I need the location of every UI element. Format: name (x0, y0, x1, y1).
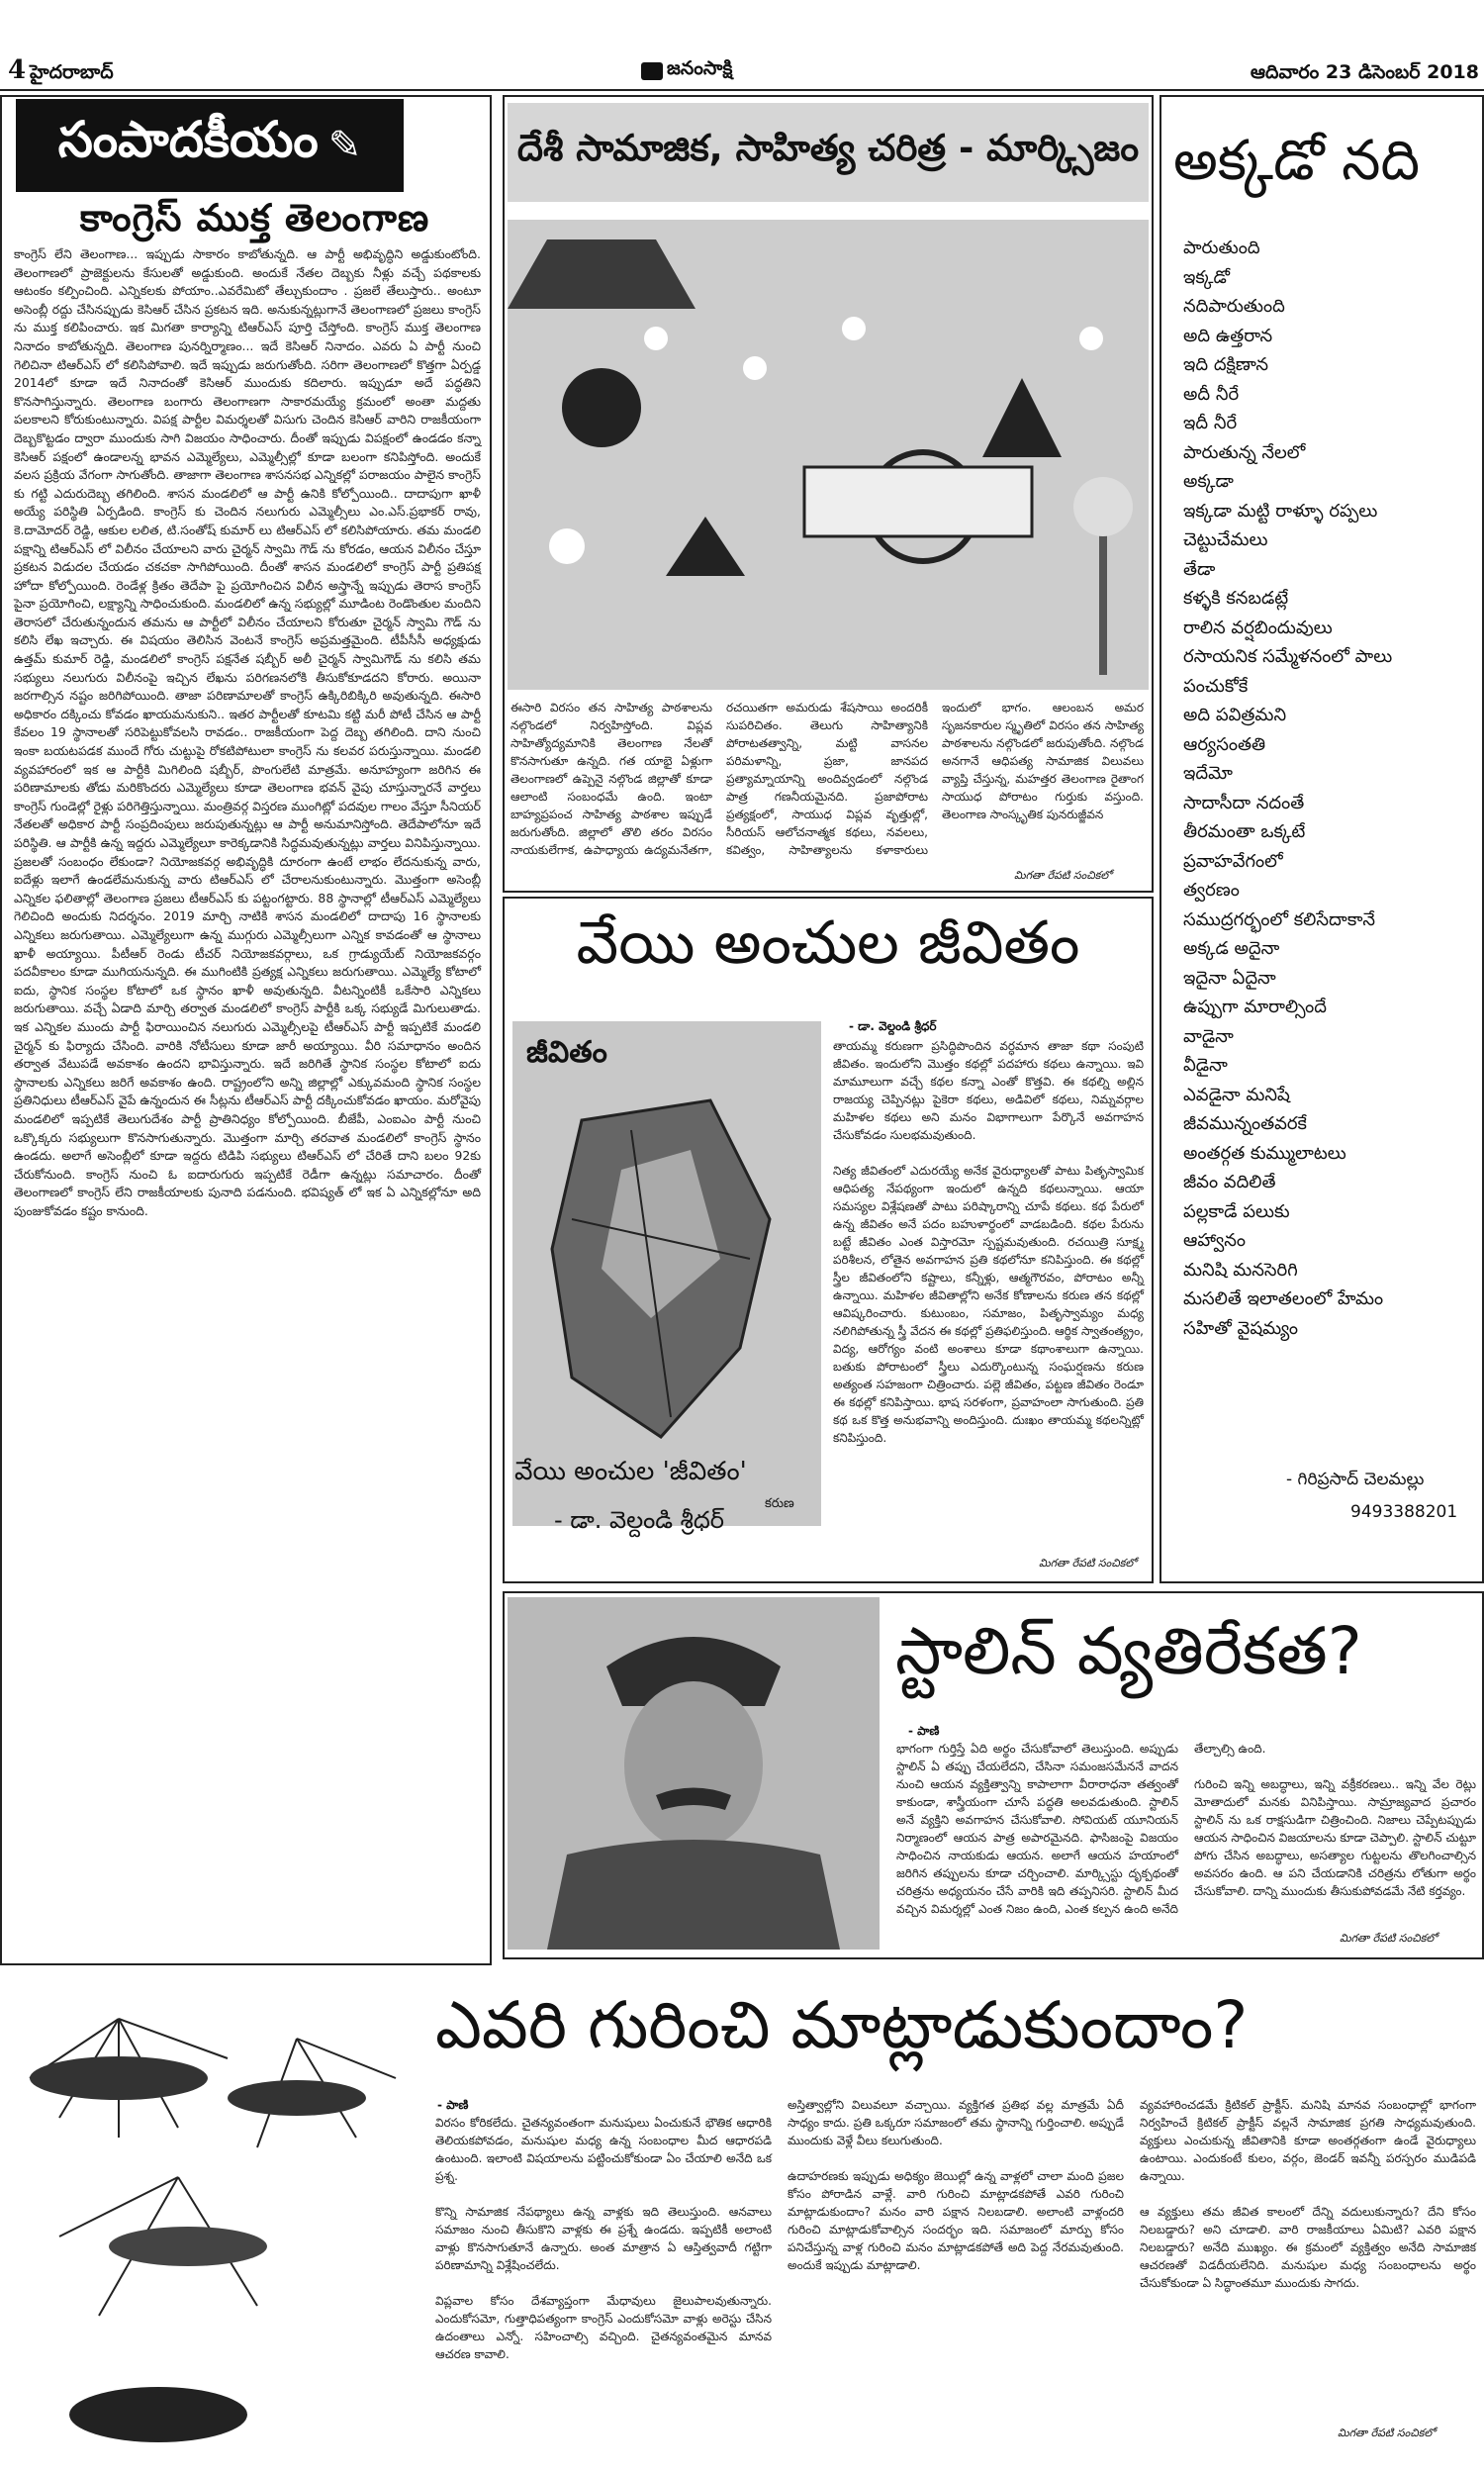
poem-line: జీవం వదిలితే (1183, 1172, 1276, 1192)
stalin-body: భాగంగా గుర్తిస్తే ఏది అర్థం చేసుకోవాలో తెలుస్తుంది. అప్పుడు స్టాలిన్ ఏ తప్పు చేయలేదని, చేసినా సమంజసమేననే వాదన నుంచి ఆయన వ్యక్తిత్వాన్ని కాపాలాగా వీరారాధనా తత్వంతో కాకుండా, శాస్త్రీయంగా చూసే పద్ధతి అలవడుతుంది. స్టాలిన్ అనే వ్యక్తిని అవగాహన చేసుకోవాలి. సోవియట్ యూనియన్ నిర్మాణంలో ఆయన పాత్ర అపారమైనది. ఫాసిజంపై విజయం సాధించిన నాయకుడు ఆయన. అలాగే ఆయన హయాంలో జరిగిన తప్పులను కూడా చర్చించాలి. మార్క్సిస్టు దృక్పథంతో చరిత్రను అధ్యయనం చేసే వారికి ఇది తప్పనిసరి. స్టాలిన్ మీద వచ్చిన విమర్శల్లో ఎంత నిజం ఉంది, ఎంత కల్పన ఉంది అనేది తేల్చాల్సి ఉంది. గురించి ఇన్ని అబద్ధాలు, ఇన్ని వక్రీకరణలు.. ఇన్ని వేల రెట్లు మోతాదులో మనకు వినిపిస్తాయి. సామ్రాజ్యవాద ప్రచారం స్టాలిన్ ను ఒక రాక్షసుడిగా చిత్రించింది. నిజాలు చెప్పేటప్పుడు ఆయన సాధించిన విజయాలను కూడా చెప్పాలి. స్టాలిన్ చుట్టూ పోగు చేసిన అబద్ధాలు, అసత్యాల గుట్టలను తొలగించాల్సిన అవసరం ఉంది. ఆ పని చేయడానికి చరిత్రను లోతుగా అర్థం చేసుకోవాలి. దాన్ని ముందుకు తీసుకుపోవడమే నేటి కర్తవ్యం. (896, 1742, 1476, 1916)
poem-line: ఇక్కడా మట్టి రాళ్ళూ రప్పలు (1183, 500, 1378, 522)
jeevitham-caption-author: - డా. వెల్దండి శ్రీధర్ (554, 1506, 725, 1534)
editorial-body: కాంగ్రెస్ లేని తెలంగాణ... ఇప్పుడు సాకారం కాబోతున్నది. ఆ పార్టీ అభివృద్ధిని అడ్డుకుంటోంది. తెలంగాణలో ప్రాజెక్టులను కేసులతో అడ్డుకుంది. అందుకే నేతల దెబ్బకు నీళ్లు వచ్చే పథకాలకు ఆటంకం కల్పించింది. ఎన్నికలకు పోయాం..ఎవరేమిటో తేల్చుకుందాం . ప్రజలే తేలుస్తారు.. అంటూ అసెంబ్లీ రద్దు చేసినప్పుడు కెసిఆర్ చేసిన ప్రకటన ఇది. అనుకున్నట్లుగానే తెలంగాణలో ప్రజలు కాంగ్రెస్ ను ముక్త కలిపించారు. ఇక మిగతా కార్యాన్ని టిఆర్ఎస్ పూర్తి చేస్తోంది. కాంగ్రెస్ ముక్త తెలంగాణ నినాదం కాబోతున్నది. తెలంగాణ పునర్నిర్మాణం... ఇదే కెసిఆర్ నినాదం. ఎవరు ఏ పార్టీ నుంచి గెలిచినా టిఆర్ఎస్ లో కలిసిపోవాలి. ఇదే ఇప్పుడు జరుగుతోంది. సరిగా తెలంగాణలో కొత్తగా ఏర్పడ్డ 2014లో కూడా ఇదే నినాదంతో కెసిఆర్ ముందుకు కదిలారు. ఇప్పుడూ అదే పద్ధతిని కొనసాగిస్తున్నారు. తెలంగాణ బంగారు తెలంగాణగా సాకారమయ్యే క్రమంలో అంతా మద్దతు పలకాలని కోరుకుంటున్నారు. విపక్ష పార్టీల విమర్శలతో విసుగు చెందిన కెసిఆర్ వారిని రాజకీయంగా దెబ్బకొట్టడం ద్వారా ముందుకు సాగి విజయం సాధించారు. దీంతో ఇప్పుడు విపక్షంలో ఉండడం కన్నా కెసిఆర్ పక్షంలో ఉండాలన్న భావన ఎమ్మెల్యేలు, ఎమ్మెల్సీల్లో కూడా బలంగా కనిపిస్తోంది. అందుకే వలస ప్రక్రియ వేగంగా సాగుతోంది. తాజాగా తెలంగాణ శాసనసభ ఎన్నికల్లో పరాజయం పాలైన కాంగ్రెస్ కు గట్టి ఎదురుదెబ్బ తగిలింది. శాసన మండలిలో ఆ పార్టీ ఉనికి కోల్పోయింది.. దాదాపుగా ఖాళీ అయ్యే పరిస్థితి ఏర్పడింది. కాంగ్రెస్ కు చెందిన నలుగురు ఎమ్మెల్సీలు ఎం.ఎస్.ప్రభాకర్ రావు, కె.దామోదర్ రెడ్డి, ఆకుల లలిత, టి.సంతోష్ కుమార్ లు టిఆర్ఎస్ లో కలిసిపోయారు. తమ మండలి పక్షాన్ని టిఆర్ఎస్ లో విలీనం చేయాలని వారు చైర్మన్ స్వామి గౌడ్ ను కోరడం, ఆయన విలీనం చేస్తూ ప్రకటన విడుదల చేయడం చకచకా సాగిపోయింది. దీంతో శాసన మండలిలో కాంగ్రెస్ పార్టీ ప్రతిపక్ష హోదా కోల్పోయింది. రెండేళ్ల క్రితం తెదేపా పై ప్రయోగించిన విలీన అస్త్రాన్నే ఇప్పుడు తెరాస కాంగ్రెస్ పైనా ప్రయోగించి, లక్ష్యాన్ని సాధించుకుంది. మండలిలో ఉన్న సభ్యుల్లో మూడింట రెండొంతుల మందిని తెరాసలో చేరుతున్నందున తమను ఆ పార్టీలో విలీనం చేయాలని కోరుతూ చైర్మన్ స్వామి గౌడ్ ను కలిసి లేఖ ఇచ్చారు. ఈ విషయం తెలిసిన వెంటనే కాంగ్రెస్ అప్రమత్తమైంది. టీపీసీసీ అధ్యక్షుడు ఉత్తమ్ కుమార్ రెడ్డి, మండలిలో కాంగ్రెస్ పక్షనేత షబ్బీర్ అలీ చైర్మన్ స్వామిగౌడ్ ను కలిసి తమ సభ్యులు నలుగురు విలీనంపై ఇచ్చిన లేఖను పరిగణనలోకి తీసుకోకూడదని కోరారు. అయినా జరగాల్సిన నష్టం జరిగిపోయింది. తాజా పరిణామాలతో కాంగ్రెస్ ఉక్కిరిబిక్కిరి అవుతున్నది. ఈసారి అధికారం దక్కించు కోవడం ఖాయమనుకుని.. ఇతర పార్టీలతో కూటమి కట్టి మరీ పోటీ చేసిన ఆ పార్టీ కేవలం 19 స్థానాలతో సరిపెట్టుకోవలసి రావడం.. రాజకీయంగా పెద్ద దెబ్బ తగిలింది. దాని నుంచి ఇంకా బయటపడక ముందే గోరు చుట్టుపై రోకటిపోటులా కాంగ్రెస్ ను కలవర పరుస్తున్నాయి. మండలి వ్యవహారంలో ఇక ఆ పార్టీకి మిగిలింది షబ్బీర్, పొంగులేటి మాత్రమే. అనూహ్యంగా జరిగిన ఈ పరిణామాలకు తోడు మరికొందరు ఎమ్మెల్యేలు కూడా తెలంగాణ భవన్ వైపు చూస్తున్నారనే వార్తలు కాంగ్రెస్ గుండెల్లో రైళ్లు పరిగెత్తిస్తున్నాయి. మంత్రివర్గ విస్తరణ ముంగిట్లో పదవుల గాలం వేస్తూ సీనియర్ నేతలతో అధికార పార్టీ సంప్రదింపులు జరుపుతున్నట్లు ఆ పార్టీ అనుమానిస్తోంది. తెదేపాలోనూ ఇదే పరిస్థితి. ఆ పార్టీకి ఉన్న ఇద్దరు ఎమ్మెల్యేలూ కారెక్కడానికి సిద్ధమవుతున్నట్లు వార్తలు వినిపిస్తున్నాయి. ప్రజలతో సంబంధం లేకుండా? నియోజకవర్గ అభివృద్ధికి దూరంగా ఉంటే లాభం లేదనుకున్న వారు, ఐదేళ్లు ఇలాగే ఉండలేమనుకున్న వారు టిఆర్ఎస్ లో చేరాలనుకుంటున్నారు. మొత్తంగా అసెంబ్లీ ఎన్నికల ఫలితాల్లో తెలంగాణ ప్రజలు టీఆర్ఎస్ కు పట్టంగట్టారు. 88 స్థానాల్లో టీఆర్ఎస్ ఎమ్మెల్యేలు గెలిచింది అందుకు నిదర్శనం. 2019 మార్చి నాటికి శాసన మండలిలో దాదాపు 16 స్థానాలకు ఎన్నికలు జరుగుతాయి. ఎమ్మెల్యేలుగా ఉన్న ముగ్గురు ఎమ్మెల్సీలుగా ఎన్నిక కావడంతో ఆ స్థానాలు ఖాళీ అయ్యాయి. పీటీఆర్ రెండు టీచర్ నియోజకవర్గాలు, ఒక గ్రాడ్యుయేట్ నియోజకవర్గం పదవీకాలం కూడా ముగియనున్నది. ఈ ముగింటికి ప్రత్యక్ష ఎన్నికలు జరుగుతాయి. ఎమ్మెల్యే కోటాలో ఐదు, స్థానిక సంస్థల కోటాలో ఒక స్థానం ఖాళీ అవుతున్నది. వీటన్నింటికీ ఒకేసారి ఎన్నికలు జరుగుతాయి. వచ్చే ఏడాది మార్చి తర్వాత మండలిలో కాంగ్రెస్ పార్టీకి ఒక్క సభ్యుడే మిగులుతాడు. ఇక ఎన్నికల ముందు పార్టీ ఫిరాయించిన నలుగురు ఎమ్మెల్సీలపై టీఆర్ఎస్ పార్టీ ఇప్పటికే మండలి చైర్మన్ కు ఫిర్యాదు చేసింది. వారికి నోటీసులు కూడా జారీ అయ్యాయి. వీరి సమాధానం అందిన తర్వాత వేటుపడే అవకాశం ఉందని భావిస్తున్నారు. ఇదే జరిగితే స్థానిక సంస్థల కోటాలో ఐదు స్థానాలకు ఎన్నికలు జరిగే అవకాశం ఉంది. రాష్ట్రంలోని అన్ని జిల్లాల్లో ఎక్కువమంది స్థానిక సంస్థల ప్రతినిధులు టీఆర్ఎస్ వైపే ఉన్నందున ఈ సీట్లను టీఆర్ఎస్ పార్టీ దక్కించుకోవడం ఖాయం. మరోవైపు మండలిలో ఇప్పటికే తెలుగుదేశం పార్టీ ప్రాతినిధ్యం కోల్పోయింది. బీజేపీ, ఎంఐఎం పార్టీ నుంచి ఒక్కొక్కరు సభ్యులుగా కొనసాగుతున్నారు. మొత్తంగా మార్చి తరవాత మండలిలో కాంగ్రెస్ స్థానం ఉండదు. అలాగే అసెంబ్లీలో కూడా ఇద్దరు టిడిపి సభ్యులు టిఆర్ఎస్ లో చేరితే దాని బలం 92కు చేరుకోనుంది. కాంగ్రెస్ నుంచి ఓ ఐదారుగురు ఇప్పటికే రెడీగా ఉన్నట్లు సమాచారం. దీంతో తెలంగాణలో కాంగ్రెస్ లేని రాజకీయాలకు పునాది పడనుంది. భవిష్యత్ లో ఇక ఏ ఎన్నికల్లోనూ అది పుంజుకోవడం కష్టం కానుంది. (14, 246, 485, 1218)
masthead (641, 57, 732, 84)
jeevitham-caption: వేయి అంచుల 'జీవితం' (514, 1457, 747, 1486)
poem-line: అది ఉత్తరాన (1183, 325, 1273, 346)
masthead-logo-icon (641, 62, 663, 80)
poem-line: సాదాసీదా నదంతే (1183, 792, 1305, 813)
poem-line: తీరమంతా ఒక్కటే (1183, 821, 1306, 842)
marxism-title-banner (508, 103, 1149, 202)
book-cover-author: కరుణ (765, 1496, 794, 1511)
editorial-title: కాంగ్రెస్ ముక్త తెలంగాణ (79, 196, 430, 239)
poem-line: నదిపారుతుంది (1183, 296, 1285, 317)
evari-title: ఎవరి గురించి మాట్లాడుకుందాం? (435, 1987, 1249, 2063)
poem-line: కళ్ళకి కనబడట్లే (1183, 588, 1289, 609)
poem-lines (1183, 234, 1480, 1343)
poem-line: ఆర్యసంతతి (1183, 733, 1266, 755)
marxism-credit: మిగతా రేపటి సంచికలో (1014, 869, 1112, 882)
poem-line: జీవమున్నంతవరకే (1183, 1113, 1307, 1134)
poem-line: సముద్రగర్భంలో కలిసేదాకానే (1183, 908, 1376, 930)
evari-byline: - పాణి (437, 2098, 469, 2112)
book-cover-title: జీవితం (526, 1035, 607, 1070)
poem-line: అక్కడా (1183, 471, 1234, 492)
poem-line: రసాయనిక సమ్మేళనంలో పాలు (1183, 646, 1393, 667)
poem-line: త్వరణం (1183, 880, 1240, 901)
page-number: 4 (8, 55, 27, 85)
marxism-title: దేశీ సామాజిక, సాహిత్య చరిత్ర - మార్క్సిజం (516, 127, 1140, 169)
poem-line: ఉప్పుగా మారాల్సిందే (1183, 997, 1327, 1017)
poem-line: ఇదేమో (1183, 763, 1233, 784)
editorial-badge-text: సంపాదకీయం (57, 110, 319, 168)
poem-line: తేడా (1183, 558, 1216, 580)
book-cover (512, 1021, 821, 1526)
poem-line: ఇది దక్షిణాన (1183, 354, 1268, 375)
poem-line: చెట్టుచేమలు (1183, 529, 1268, 550)
poem-line: వాడైనా (1183, 1025, 1234, 1047)
evari-col3: వ్యవహారించడమే క్రిటికల్ ప్రాక్టీస్. మనిషి మానవ సంబంధాల్లో భాగంగా నిర్వహించే క్రిటికల్ ప్రాక్టీస్ వల్లనే సామాజిక ప్రగతి సాధ్యమవుతుంది. వ్యక్తులు ఎంచుకున్న జీవితానికి కూడా అంతర్గతంగా ఉండే వైరుధ్యాలు ఉంటాయి. ఎందుకంటే కులం, వర్గం, జెండర్ ఇవన్నీ పరస్పరం ముడిపడి ఉన్నాయి. ఆ వ్యక్తులు తమ జీవిత కాలంలో దేన్ని వదులుకున్నారు? దేని కోసం నిలబడ్డారు? అని చూడాలి. వారి రాజకీయాలు ఏమిటి? ఎవరి పక్షాన నిలబడ్డారు? అనేది ముఖ్యం. ఈ క్రమంలో వ్యక్తిత్వం అనేది సామాజిక ఆచరణతో విడదీయలేనిది. మనుషుల మధ్య సంబంధాలను అర్థం చేసుకోకుండా ఏ సిద్ధాంతమూ ముందుకు సాగదు. (1140, 2098, 1476, 2290)
jeevitham-credit: మిగతా రేపటి సంచికలో (1039, 1557, 1137, 1570)
book-cover-art (512, 1021, 821, 1526)
pen-icon: ✎ (327, 123, 362, 168)
evari-illustration (0, 1979, 416, 2454)
poem-line: అక్కడ అదైనా (1183, 938, 1280, 959)
stalin-credit: మిగతా రేపటి సంచికలో (1340, 1932, 1438, 1945)
header-rule (0, 89, 1484, 91)
stalin-byline: - పాణి (908, 1724, 940, 1738)
poem-line: అంతర్గత కుమ్ములాటలు (1183, 1142, 1346, 1164)
poem-phone: 9493388201 (1350, 1502, 1458, 1522)
jeevitham-byline: - డా. వెల్దండి శ్రీధర్ (849, 1019, 937, 1033)
marxism-body: ఈసారి విరసం తన సాహిత్య పాఠశాలను నల్గొండలో నిర్వహిస్తోంది. విప్లవ సాహిత్యోద్యమానికి తెలంగాణ నేలతో కొనసాగుతూ ఉన్నది. గత యాభై ఏళ్లుగా తెలంగాణలో ఉప్పెనై నల్గొండ జిల్లాతో కూడా ఆలాంటి సంబంధమే ఉంది. ఇంటా బాహ్యప్రపంచ సాహిత్య పాఠశాల ఇప్పుడే జరుగుతోంది. జిల్లాలో తొలి తరం విరసం నాయకులేగాక, ఉపాధ్యాయ ఉద్యమనేతగా, రచయితగా అమరుడు శేషసాయి అందరికీ సుపరిచితం. తెలుగు సాహిత్యానికి పోరాటతత్వాన్ని, మట్టి వాసనల పరిమళాన్ని, ప్రజా, జానపద ప్రత్యామ్నాయాన్ని అందివ్వడంలో నల్గొండ పాత్ర గణనీయమైనది. ప్రజాపోరాట ప్రత్యక్షంలో, సాయుధ విప్లవ వృత్తుల్లో, సీరియస్ ఆలోచనాత్మక కథలు, నవలలు, కవిత్వం, సాహిత్యాలను కళాకారులు ఇందులో భాగం. ఆలంబన అమర సృజనకారుల స్మృతిలో విరసం తన సాహిత్య పాఠశాలను నల్గొండలో జరుపుతోంది. నల్గొండ అనగానే ఆధిపత్య సామాజిక విలువలు వ్యాప్తి చేస్తున్న, మహత్తర తెలంగాణ రైతాంగ సాయుధ పోరాటం గుర్తుకు వస్తుంది. తెలంగాణ సాంస్కృతిక పునరుజ్జీవన (510, 701, 1144, 857)
jeevitham-title: వేయి అంచుల జీవితం (576, 908, 1080, 978)
stalin-portrait (508, 1597, 880, 1950)
evari-col1: విరసం కోరికలేదు. చైతన్యవంతంగా మనుషులు ఏంచుకునే భౌతిక ఆధారికి తెలియకపోవడం, మనుషుల మధ్య ఉన్న సంబంధాల మీద ఆధారపడి ఉంటుంది. ఇలాంటి విషయాలను పట్టించుకోకుండా ఏం చేయాలి అనేది ఒక ప్రశ్న. కొన్ని సామాజిక నేపథ్యాలు ఉన్న వాళ్లకు ఇది తెలుస్తుంది. ఆనవాలు సమాజం నుంచి తీసుకొని వాళ్లకు ఈ ప్రశ్నే ఉండదు. ఇప్పటికీ అలాంటి వాళ్లు కొనసాగుతూనే ఉన్నారు. అంత మాత్రాన ఏ ఆస్తిత్వవాదీ గట్టిగా పరిణామాన్ని విశ్లేషించలేదు. విప్లవాల కోసం దేశవ్యాప్తంగా మేధావులు జైలుపాలవుతున్నారు. ఎందుకోసమో, గుత్తాధిపత్యంగా కాంగ్రెస్ ఎందుకోసమో వాళ్లు అరెస్టు చేసిన ఉదంతాలు ఎన్నో. సహించాల్సి వచ్చింది. చైతన్యవంతమైన మానవ ఆచరణ కావాలి. (435, 2116, 772, 2361)
evari-col2: అస్తిత్వాల్లోని విలువలూ వచ్చాయి. వ్యక్తిగత ప్రతిభ వల్ల మాత్రమే ఏదీ సాధ్యం కాదు. ప్రతి ఒక్కరూ సమాజంలో తమ స్థానాన్ని గుర్తించాలి. అప్పుడే ముందుకు వెళ్లే వీలు కలుగుతుంది. ఉదాహరణకు ఇప్పుడు అధిక్యం జెయిల్లో ఉన్న వాళ్లలో చాలా మంది ప్రజల కోసం పోరాడిన వాళ్లే. వారి గురించి మాట్లాడకపోతే ఎవరి గురించి మాట్లాడుకుందాం? మనం వారి పక్షాన నిలబడాలి. అలాంటి వాళ్లందరి గురించి మాట్లాడుకోవాల్సిన సందర్భం ఇది. సమాజంలో మార్పు కోసం పనిచేస్తున్న వాళ్ల గురించి మనం మాట్లాడకపోతే అది పెద్ద నేరమవుతుంది. అందుకే ఇప్పుడు మాట్లాడాలి. (788, 2098, 1124, 2272)
editorial-badge (16, 99, 404, 192)
evari-credit: మిగతా రేపటి సంచికలో (1338, 2427, 1436, 2439)
stalin-title: స్టాలిన్ వ్యతిరేకత? (895, 1613, 1362, 1689)
poem-line: ప్రవాహవేగంలో (1183, 850, 1283, 872)
poem-line: సహితో వైషమ్యం (1183, 1317, 1298, 1339)
poem-line: పారుతుంది (1183, 238, 1260, 258)
poem-line: ఇదీ నీరే (1183, 413, 1238, 433)
poem-line: రాలిన వర్షబిందువులు (1183, 617, 1333, 638)
poem-line: ఆహ్వానం (1183, 1230, 1246, 1251)
issue-date: ఆదివారం 23 డిసెంబర్ 2018 (1250, 61, 1479, 83)
jeevitham-body: తాయమ్మ కరుణగా ప్రసిద్ధిపొందిన వర్ధమాన తాజా కథా సంపుటి జీవితం. ఇందులోని మొత్తం కథల్లో పదహారు కథలు ఉన్నాయి. ఇవి మామూలుగా వచ్చే కథల కన్నా ఎంతో కొత్తవి. ఈ కథల్ని అల్లిన రాజయ్య చెప్పినట్లు పైకెరా కథలు, అడివిలో కథలు, నిమ్నవర్గాల మహిళల కథలు అని మనం విభాగాలుగా పేర్కొనే అవగాహన చేసుకోవడం సులభమవుతుంది. నిత్య జీవితంలో ఎదురయ్యే అనేక వైరుధ్యాలతో పాటు పితృస్వామిక ఆధిపత్య నేపథ్యంగా ఇందులో ఉన్నది కథలున్నాయి. ఆయా సమస్యల విశ్లేషణతో పాటు పరిష్కారాన్ని చూపే కథలు. కథ పేరులో ఉన్న జీవితం అనే పదం బహుళార్థంలో వాడబడింది. కథల పేరును బట్టే జీవితం ఎంత విస్తారమో స్పష్టమవుతుంది. రచయిత్రి సూక్ష్మ పరిశీలన, లోతైన అవగాహన ప్రతి కథలోనూ కనిపిస్తుంది. ఈ కథల్లో స్త్రీల జీవితంలోని కష్టాలు, కన్నీళ్లు, ఆత్మగౌరవం, పోరాటం అన్నీ ఉన్నాయి. మహిళల జీవితాల్లోని అనేక కోణాలను కరుణ తన కథల్లో ఆవిష్కరించారు. కుటుంబం, సమాజం, పితృస్వామ్యం మధ్య నలిగిపోతున్న స్త్రీ వేదన ఈ కథల్లో ప్రతిఫలిస్తుంది. ఆర్థిక స్వాతంత్య్రం, విద్య, ఆరోగ్యం వంటి అంశాలు కూడా కథాంశాలుగా ఉన్నాయి. బతుకు పోరాటంలో స్త్రీలు ఎదుర్కొంటున్న సంఘర్షణను కరుణ అత్యంత సహజంగా చిత్రించారు. పల్లె జీవితం, పట్టణ జీవితం రెండూ ఈ కథల్లో కనిపిస్తాయి. భాష సరళంగా, ప్రవాహంలా సాగుతుంది. ప్రతి కథ ఒక కొత్త అనుభవాన్ని అందిస్తుంది. దుఃఖం తాయమ్మ కథలన్నిట్లో కనిపిస్తుంది. (833, 1039, 1144, 1445)
poem-line: పల్లకాడే పలుకు (1183, 1200, 1290, 1222)
poem-title: అక్కడో నది (1173, 129, 1421, 193)
poem-line: మనిషి మనసెరిగి (1183, 1259, 1298, 1281)
poem-line: వీడైనా (1183, 1055, 1228, 1076)
poem-line: ఇక్కడో (1183, 266, 1230, 288)
poem-line: ఎవడైనా మనిషే (1183, 1084, 1290, 1105)
masthead-text: జనంసాక్షి (667, 57, 733, 79)
poem-line: ఇదైనా ఏదైనా (1183, 967, 1276, 989)
warli-illustration (508, 220, 1149, 690)
poem-line: పంచుకోకే (1183, 675, 1249, 697)
poem-line: అదీ నీరే (1183, 383, 1240, 405)
poem-line: అది పవిత్రమని (1183, 705, 1287, 725)
poem-line: పారుతున్న నేలలో (1183, 441, 1306, 463)
poem-line: మసలితే ఇలాతలంలో హేమం (1183, 1288, 1384, 1309)
city-name: హైదరాబాద్ (30, 61, 114, 83)
poem-author: - గిరిప్రసాద్ చెలమల్లు (1286, 1470, 1425, 1489)
